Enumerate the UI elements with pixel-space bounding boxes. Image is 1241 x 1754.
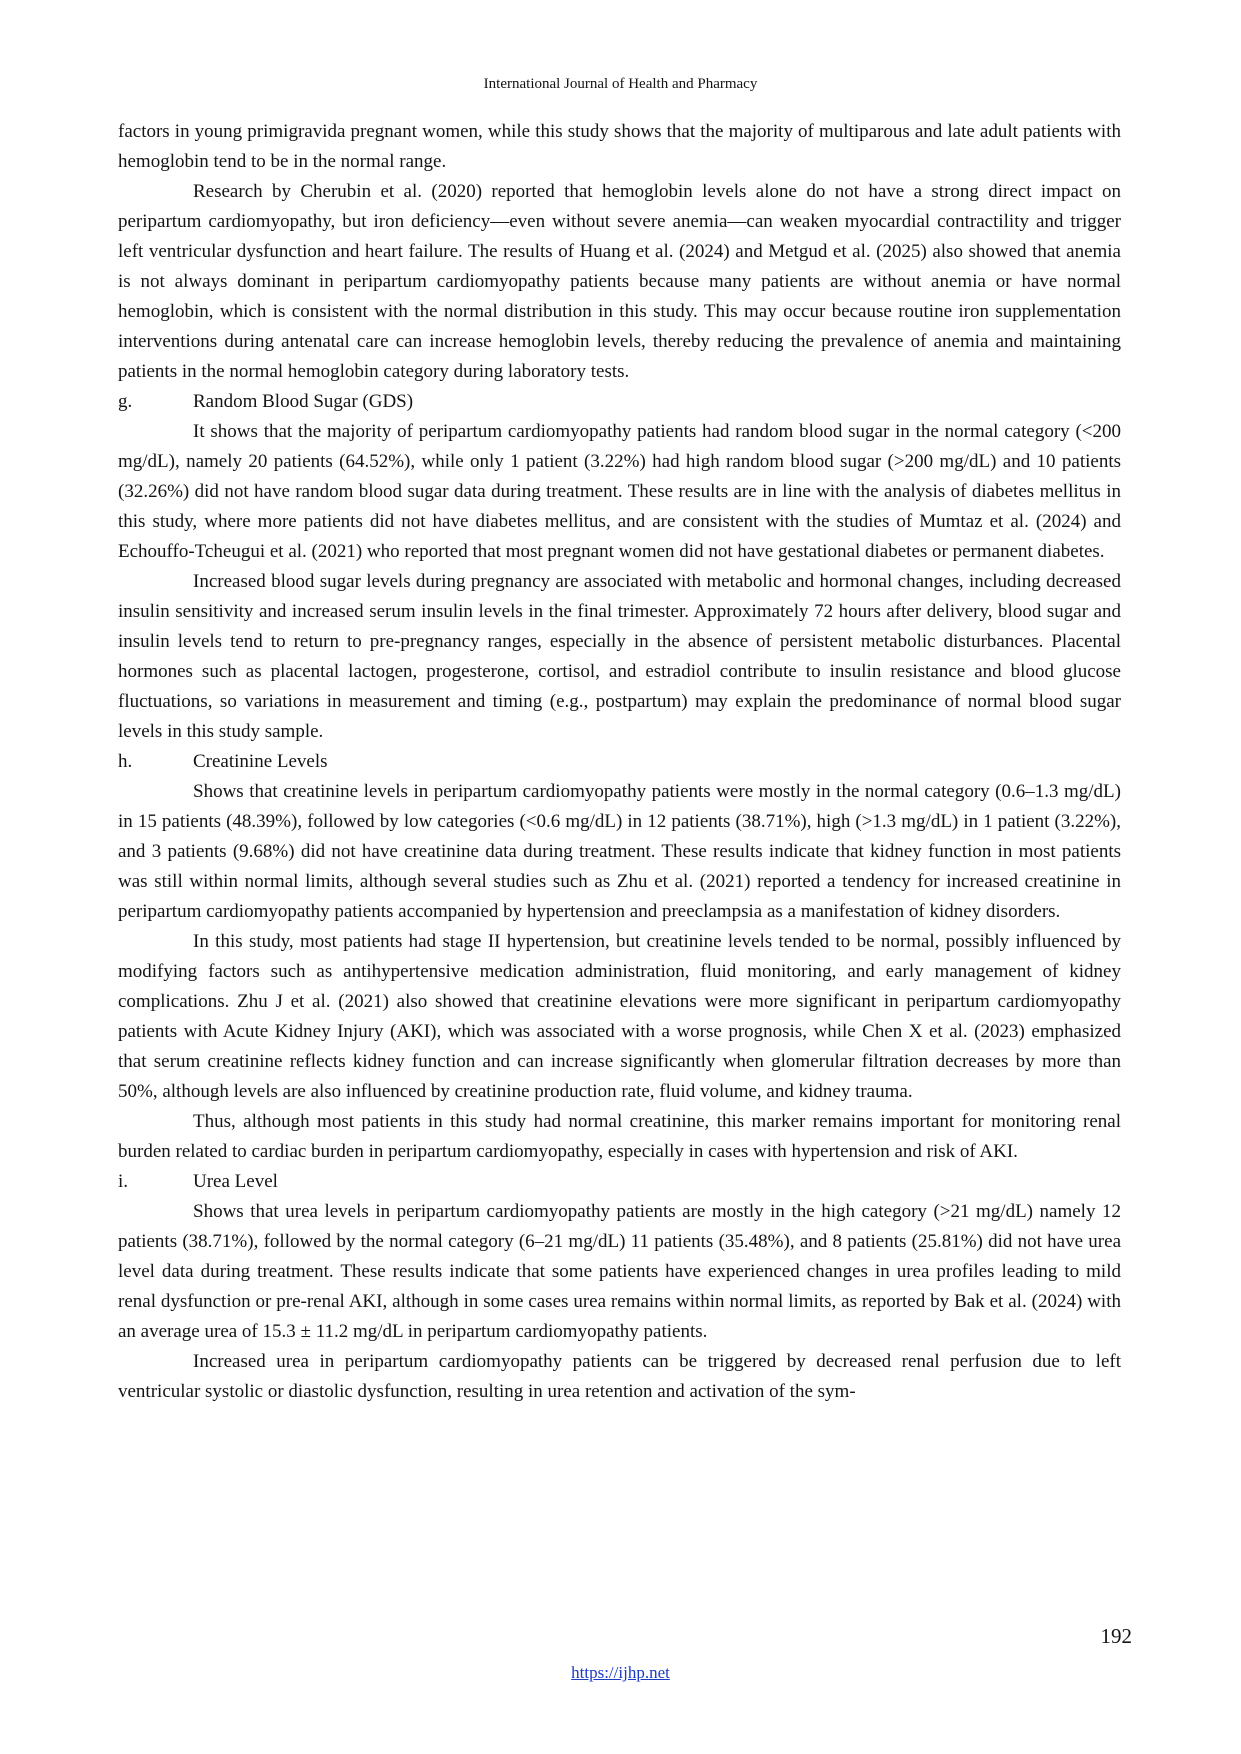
section-marker: h.	[118, 751, 133, 772]
section-title: Creatinine Levels	[193, 751, 328, 772]
paragraph-urea-results: Shows that urea levels in peripartum cardiomyopathy patients are mostly in the high category (>21 mg/dL) namely 12 patients (38.71%), followed by the normal category (6–21 mg/dL) 11 patients (35.48%), and 8 patients (25.81%) did not have urea level data during treatment. These results indicate that some patients have experienced changes in urea profiles leading to mild renal dysfunction or pre-renal AKI, although in some cases urea remains within normal limits, as reported by Bak et al. (2024) with an average urea of 15.3 ± 11.2 mg/dL in peripartum cardiomyopathy patients.	[118, 1201, 1121, 1342]
section-title: Random Blood Sugar (GDS)	[193, 391, 414, 412]
paragraph-continuation: factors in young primigravida pregnant women, while this study shows that the majority of multiparous and late adult patients with hemoglobin tend to be in the normal range.	[118, 121, 1121, 172]
paragraph-creatinine-results: Shows that creatinine levels in peripartum cardiomyopathy patients were mostly in the normal category (0.6–1.3 mg/dL) in 15 patients (48.39%), followed by low categories (<0.6 mg/dL) in 12 patients (38.71%), high (>1.3 mg/dL) in 1 patient (3.22%), and 3 patients (9.68%) did not have creatinine data during treatment. These results indicate that kidney function in most patients was still within normal limits, although several studies such as Zhu et al. (2021) reported a tendency for increased creatinine in peripartum cardiomyopathy patients accompanied by hypertension and preeclampsia as a manifestation of kidney disorders.	[118, 781, 1121, 922]
footer	[0, 1662, 1241, 1684]
section-title: Urea Level	[193, 1171, 278, 1192]
journal-title: International Journal of Health and Pharmacy	[483, 76, 758, 92]
article-body	[118, 117, 1121, 1407]
paragraph-urea-discussion: Increased urea in peripartum cardiomyopathy patients can be triggered by decreased renal perfusion due to left ventricular systolic or diastolic dysfunction, resulting in urea retention and activation of the sym-	[118, 1351, 1121, 1402]
running-header	[0, 74, 1241, 94]
section-marker: g.	[118, 391, 133, 412]
paragraph-blood-sugar-discussion: Increased blood sugar levels during pregnancy are associated with metabolic and hormonal changes, including decreased insulin sensitivity and increased serum insulin levels in the final trimester. Approximately 72 hours after delivery, blood sugar and insulin levels tend to return to pre-pregnancy ranges, especially in the absence of persistent metabolic disturbances. Placental hormones such as placental lactogen, progesterone, cortisol, and estradiol contribute to insulin resistance and blood glucose fluctuations, so variations in measurement and timing (e.g., postpartum) may explain the predominance of normal blood sugar levels in this study sample.	[118, 571, 1121, 742]
section-heading-creatinine	[118, 747, 1121, 777]
section-heading-urea	[118, 1167, 1121, 1197]
paragraph-hemoglobin-discussion: Research by Cherubin et al. (2020) reported that hemoglobin levels alone do not have a strong direct impact on peripartum cardiomyopathy, but iron deficiency—even without severe anemia—can weaken myocardial contractility and trigger left ventricular dysfunction and heart failure. The results of Huang et al. (2024) and Metgud et al. (2025) also showed that anemia is not always dominant in peripartum cardiomyopathy patients because many patients are without anemia or have normal hemoglobin, which is consistent with the normal distribution in this study. This may occur because routine iron supplementation interventions during antenatal care can increase hemoglobin levels, thereby reducing the prevalence of anemia and maintaining patients in the normal hemoglobin category during laboratory tests.	[118, 181, 1121, 382]
paragraph-blood-sugar-results: It shows that the majority of peripartum cardiomyopathy patients had random blood sugar in the normal category (<200 mg/dL), namely 20 patients (64.52%), while only 1 patient (3.22%) had high random blood sugar (>200 mg/dL) and 10 patients (32.26%) did not have random blood sugar data during treatment. These results are in line with the analysis of diabetes mellitus in this study, where more patients did not have diabetes mellitus, and are consistent with the studies of Mumtaz et al. (2024) and Echouffo-Tcheugui et al. (2021) who reported that most pregnant women did not have gestational diabetes or permanent diabetes.	[118, 421, 1121, 562]
journal-url-link[interactable]: https://ijhp.net	[571, 1663, 670, 1682]
paragraph-creatinine-conclusion: Thus, although most patients in this study had normal creatinine, this marker remains important for monitoring renal burden related to cardiac burden in peripartum cardiomyopathy, especially in cases with hypertension and risk of AKI.	[118, 1111, 1121, 1162]
paragraph-creatinine-discussion: In this study, most patients had stage II hypertension, but creatinine levels tended to be normal, possibly influenced by modifying factors such as antihypertensive medication administration, fluid monitoring, and early management of kidney complications. Zhu J et al. (2021) also showed that creatinine elevations were more significant in peripartum cardiomyopathy patients with Acute Kidney Injury (AKI), which was associated with a worse prognosis, while Chen X et al. (2023) emphasized that serum creatinine reflects kidney function and can increase significantly when glomerular filtration decreases by more than 50%, although levels are also influenced by creatinine production rate, fluid volume, and kidney trauma.	[118, 931, 1121, 1102]
section-heading-random-blood-sugar	[118, 387, 1121, 417]
section-marker: i.	[118, 1171, 129, 1192]
page-number: 192	[1100, 1624, 1132, 1648]
